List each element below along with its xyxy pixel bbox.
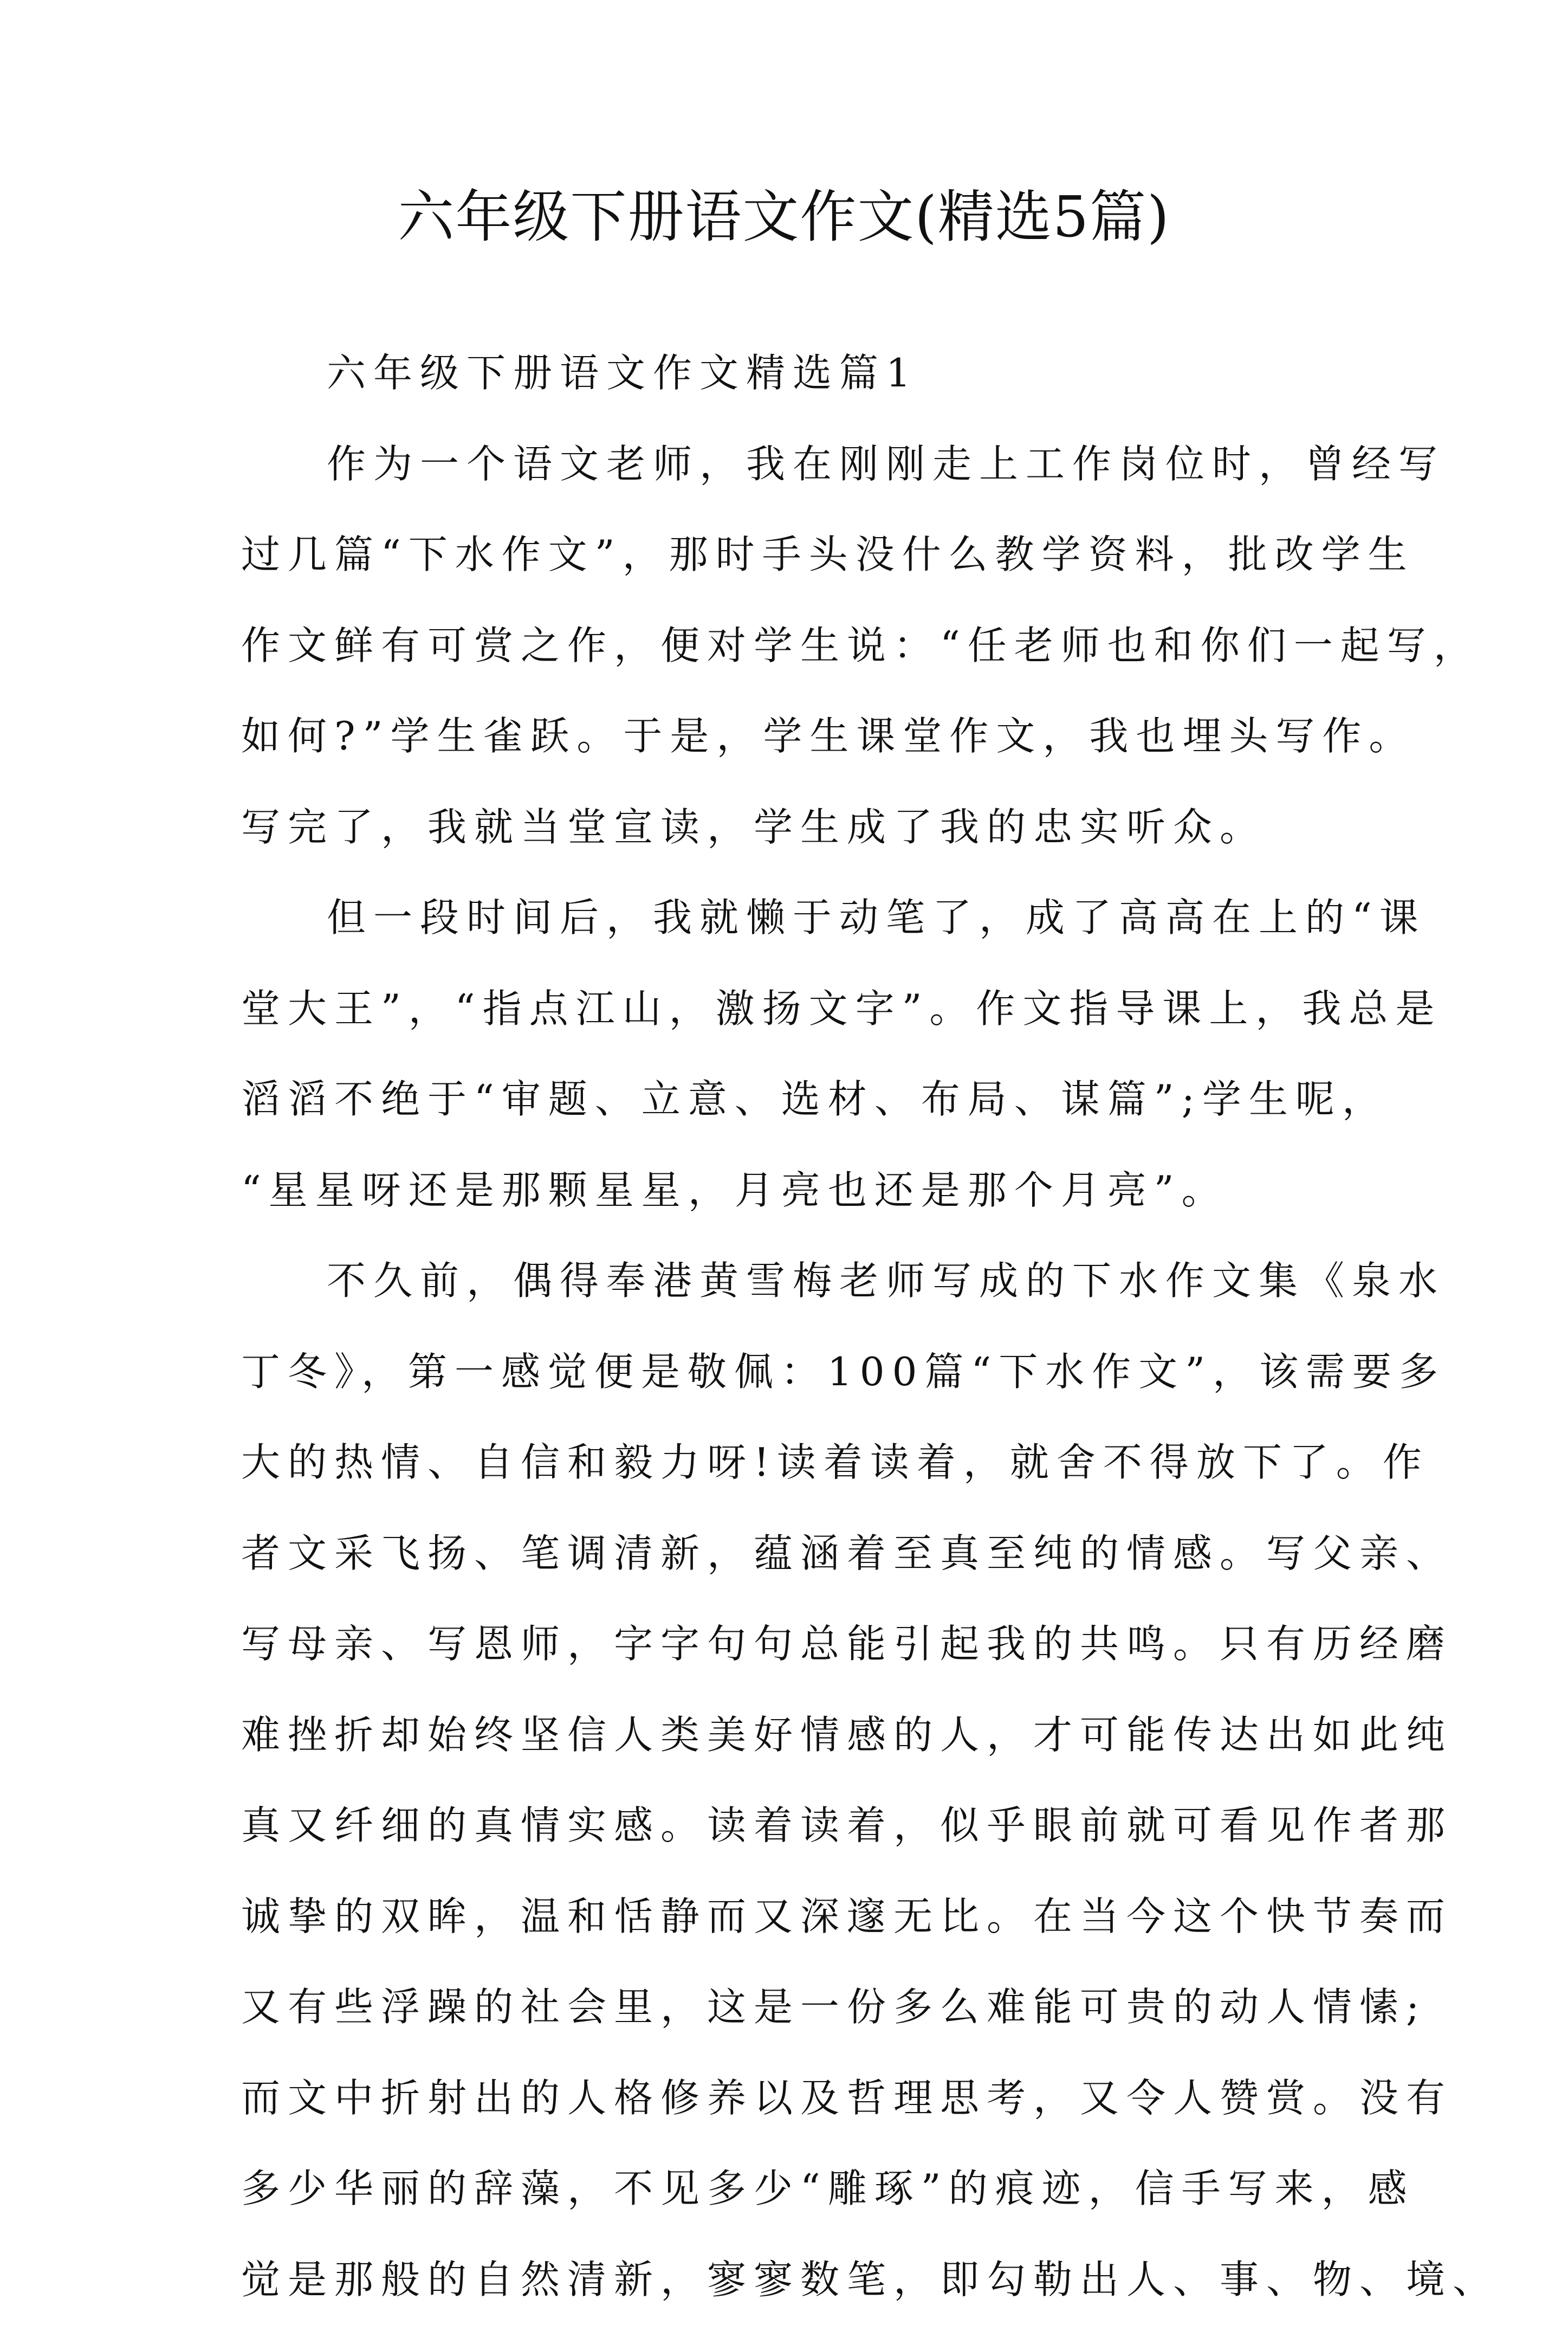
section-heading: 六年级下册语文作文精选篇1 (241, 328, 1352, 419)
paragraph-line: “星星呀还是那颗星星，月亮也还是那个月亮”。 (241, 1145, 1352, 1236)
paragraph-line: 多少华丽的辞藻，不见多少“雕琢”的痕迹，信手写来，感 (241, 2143, 1352, 2234)
paragraph-line: 难挫折却始终坚信人类美好情感的人，才可能传达出如此纯 (241, 1690, 1352, 1781)
paragraph-line: 真又纤细的真情实感。读着读着，似乎眼前就可看见作者那 (241, 1780, 1352, 1871)
document-title: 六年级下册语文作文(精选5篇) (0, 182, 1568, 252)
paragraph-3 (241, 1236, 1352, 2325)
paragraph-line: 作为一个语文老师，我在刚刚走上工作岗位时，曾经写 (241, 419, 1352, 510)
paragraph-1 (241, 419, 1352, 873)
paragraph-line: 堂大王”，“指点江山，激扬文字”。作文指导课上，我总是 (241, 964, 1352, 1055)
paragraph-line: 如何?”学生雀跃。于是，学生课堂作文，我也埋头写作。 (241, 691, 1352, 782)
paragraph-2 (241, 873, 1352, 1236)
paragraph-line: 而文中折射出的人格修养以及哲理思考，又令人赞赏。没有 (241, 2053, 1352, 2144)
document-body (241, 328, 1352, 2325)
paragraph-line: 诚挚的双眸，温和恬静而又深邃无比。在当今这个快节奏而 (241, 1871, 1352, 1962)
paragraph-line: 写母亲、写恩师，字字句句总能引起我的共鸣。只有历经磨 (241, 1599, 1352, 1690)
paragraph-line: 大的热情、自信和毅力呀!读着读着，就舍不得放下了。作 (241, 1417, 1352, 1508)
paragraph-line: 丁冬》，第一感觉便是敬佩：100篇“下水作文”，该需要多 (241, 1327, 1352, 1418)
paragraph-line: 过几篇“下水作文”，那时手头没什么教学资料，批改学生 (241, 509, 1352, 600)
paragraph-line: 但一段时间后，我就懒于动笔了，成了高高在上的“课 (241, 873, 1352, 964)
paragraph-line: 者文采飞扬、笔调清新，蕴涵着至真至纯的情感。写父亲、 (241, 1508, 1352, 1599)
paragraph-line: 不久前，偶得奉港黄雪梅老师写成的下水作文集《泉水 (241, 1236, 1352, 1327)
paragraph-line: 又有些浮躁的社会里，这是一份多么难能可贵的动人情愫; (241, 1962, 1352, 2053)
paragraph-line: 觉是那般的自然清新，寥寥数笔，即勾勒出人、事、物、境、 (241, 2234, 1352, 2325)
paragraph-line: 写完了，我就当堂宣读，学生成了我的忠实听众。 (241, 782, 1352, 873)
paragraph-line: 滔滔不绝于“审题、立意、选材、布局、谋篇”;学生呢， (241, 1054, 1352, 1145)
paragraph-line: 作文鲜有可赏之作，便对学生说：“任老师也和你们一起写， (241, 600, 1352, 692)
